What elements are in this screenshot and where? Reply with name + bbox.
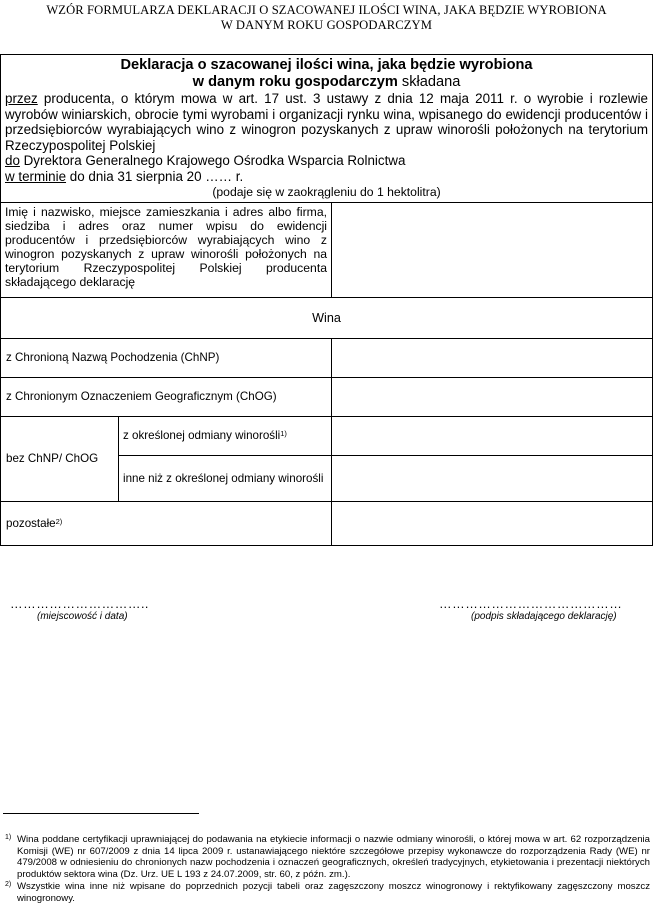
signature-caption: (podpis składającego deklarację) xyxy=(471,611,617,622)
title-bold-part: w danym roku gospodarczym xyxy=(192,74,398,90)
przez-text: producenta, o którym mowa w art. 17 ust. 3 ustawy z dnia 12 maja 2011 r. o wyrobie i rozlewie wyrobów winiarskich, obrocie tymi wyrobami i organizacji rynku wina, wpisanego do ewidencji producentów i przedsiębiorców wyrabiających wino z winogron pozyskanych z upraw winorośli położonych na terytorium Rzeczypospolitej Polskiej xyxy=(5,91,648,153)
termin-text: do dnia 31 sierpnia 20 …… r. xyxy=(66,168,244,184)
footnote-1 xyxy=(5,834,650,880)
title-regular-part: składana xyxy=(397,74,461,90)
wina-header: Wina xyxy=(1,298,652,339)
place-date-caption: (miejscowość i data) xyxy=(37,611,128,622)
signature-dots: …………………………………… xyxy=(439,597,623,611)
przez-label: przez xyxy=(5,91,38,106)
recipient-line xyxy=(5,153,648,169)
pozostale-input[interactable] xyxy=(332,502,652,545)
declaration-title-line1: Deklaracja o szacowanej ilości wina, jaka będzie wyrobiona xyxy=(120,57,533,73)
deadline-line xyxy=(5,169,648,185)
page-heading xyxy=(0,3,653,33)
submitter-paragraph xyxy=(5,91,648,153)
pozostale-label-text: pozostałe xyxy=(6,516,56,530)
variety-label xyxy=(119,417,331,456)
page-heading-line1: WZÓR FORMULARZA DEKLARACJI O SZACOWANEJ ILOŚCI WINA, JAKA BĘDZIE WYROBIONA xyxy=(46,3,607,17)
do-label: do xyxy=(5,153,20,169)
footnote-ref-2: 2) xyxy=(55,516,63,526)
chnp-label: z Chronioną Nazwą Pochodzenia (ChNP) xyxy=(1,339,332,377)
page-heading-line2: W DANYM ROKU GOSPODARCZYM xyxy=(220,18,433,32)
chnp-row xyxy=(1,339,652,378)
other-variety-label: inne niż z określonej odmiany winorośli xyxy=(123,471,324,485)
declaration-form xyxy=(0,54,653,546)
footnote-2-text: Wszystkie wina inne niż wpisane do poprzednich pozycji tabeli oraz zagęszczony moszcz winogronowy i rektyfikowany zagęszczony moszcz winogronowy. xyxy=(17,881,650,904)
bez-chnp-chog-label: bez ChNP/ ChOG xyxy=(1,417,119,501)
declaration-title xyxy=(5,57,648,91)
footnote-1-number: 1) xyxy=(5,834,12,841)
variety-input[interactable] xyxy=(332,417,652,456)
place-date-dots: ………………………….. xyxy=(10,597,149,611)
footnote-1-text: Wina poddane certyfikacji uprawniającej do podawania na etykiecie informacji o nazwie odmiany winorośli, o której mowa w art. 62 rozporządzenia Komisji (WE) nr 607/2009 z dnia 14 lipca 2009 r. ustanawiającego niektóre szczegółowe przepisy wykonawcze do rozporządzenia Rady (WE) nr 479/2008 w odniesieniu do chronionych nazw pochodzenia i oznaczeń geograficznych, określeń tradycyjnych, etykietowania i prezentacji niektórych produktów sektora wina (Dz. Urz. UE L 193 z 24.07.2009, str. 60, z późn. zm.). xyxy=(17,834,650,880)
do-text: Dyrektora Generalnego Krajowego Ośrodka Wsparcia Rolnictwa xyxy=(19,153,406,169)
applicant-row xyxy=(1,203,652,298)
applicant-label: Imię i nazwisko, miejsce zamieszkania i adres albo firma, siedziba i adres oraz numer wpisu do ewidencji producentów i przedsiębiorców wyrabiających wino z winogron pozyskanych z upraw winorośli położonych na terytorium Rzeczypospolitej Polskiej producenta składającego deklarację xyxy=(1,203,332,297)
declaration-intro xyxy=(1,55,652,203)
pozostale-row xyxy=(1,502,652,545)
chog-row xyxy=(1,378,652,417)
variety-label-text: z określonej odmiany winorośli xyxy=(123,429,281,443)
rounding-note: (podaje się w zaokrągleniu do 1 hektolitra) xyxy=(212,184,441,199)
declaration-title-line2 xyxy=(5,74,648,91)
bez-chnp-chog-row xyxy=(1,417,652,502)
footnote-2-number: 2) xyxy=(5,881,12,888)
bez-values xyxy=(332,417,652,501)
pozostale-label xyxy=(1,502,332,545)
bez-subcategories xyxy=(119,417,332,501)
footnote-divider xyxy=(3,813,199,814)
other-variety-input[interactable] xyxy=(332,456,652,501)
chog-label: z Chronionym Oznaczeniem Geograficznym (ChOG) xyxy=(1,378,332,416)
termin-label: w terminie xyxy=(5,168,67,184)
footnote-ref-1: 1) xyxy=(280,429,287,439)
footnote-2 xyxy=(5,881,650,904)
applicant-input[interactable] xyxy=(332,203,652,297)
